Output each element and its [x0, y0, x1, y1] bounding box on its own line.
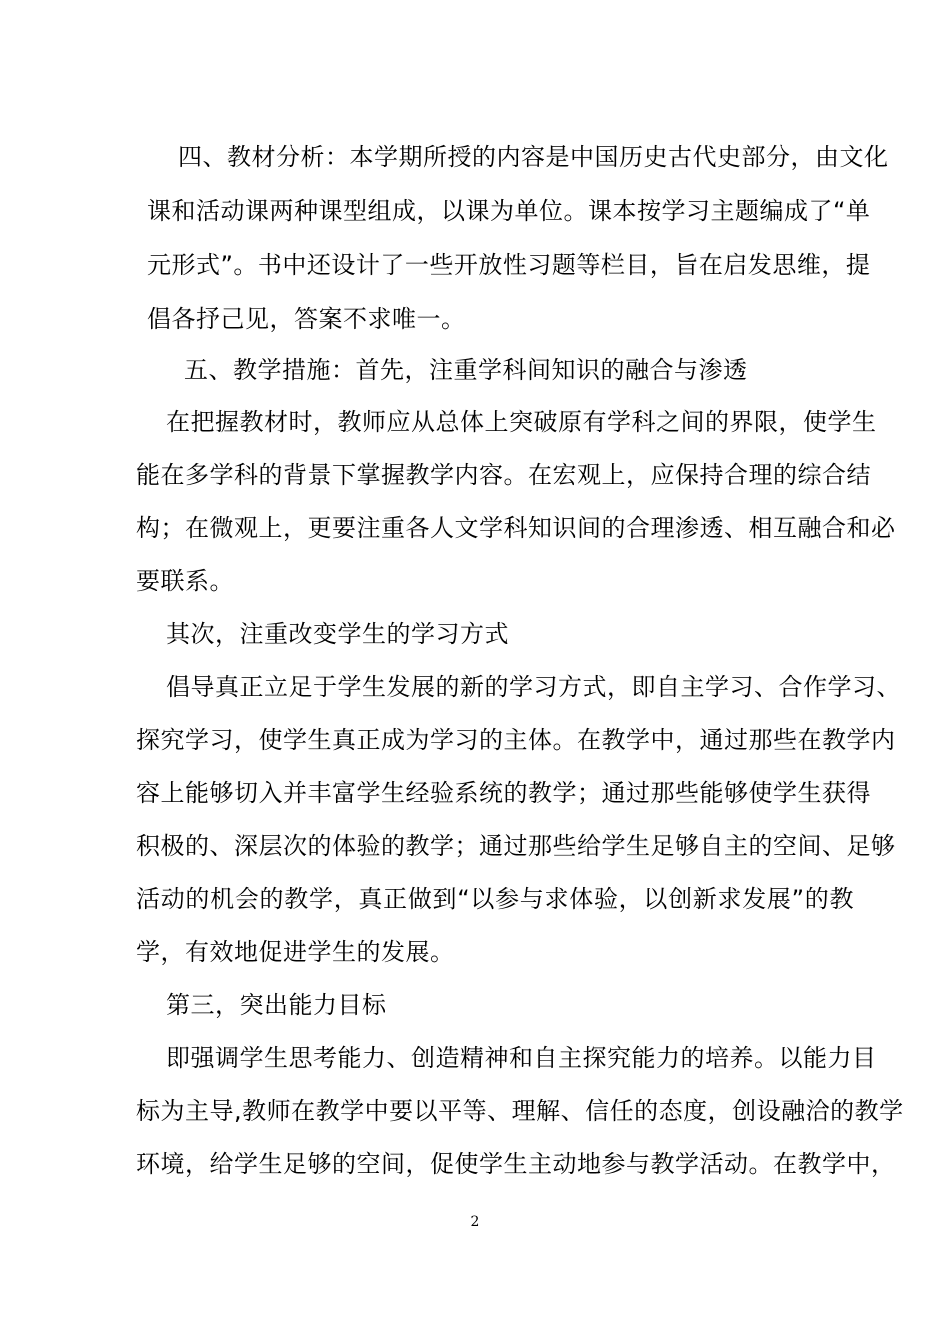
text-line: 容上能够切入并丰富学生经验系统的教学；通过那些能够使学生获得	[136, 779, 871, 807]
text-line: 即强调学生思考能力、创造精神和自主探究能力的培养。以能力目	[166, 1044, 877, 1072]
section-heading: 第三，突出能力目标	[166, 991, 387, 1019]
text-line: 要联系。	[136, 567, 234, 595]
text-line: 倡各抒己见，答案不求唯一。	[147, 305, 466, 333]
section-heading: 其次，注重改变学生的学习方式	[166, 620, 509, 648]
text-line: 活动的机会的教学，真正做到“以参与求体验，以创新求发展”的教	[136, 885, 854, 913]
text-line: 元形式”。书中还设计了一些开放性习题等栏目，旨在启发思维，提	[147, 251, 871, 279]
text-line: 标为主导,教师在教学中要以平等、理解、信任的态度，创设融洽的教学	[136, 1097, 904, 1125]
text-line: 环境，给学生足够的空间，促使学生主动地参与教学活动。在教学中，	[136, 1150, 896, 1178]
text-line: 倡导真正立足于学生发展的新的学习方式，即自主学习、合作学习、	[166, 673, 901, 701]
text-line: 能在多学科的背景下掌握教学内容。在宏观上，应保持合理的综合结	[136, 461, 871, 489]
text-line: 积极的、深层次的体验的教学；通过那些给学生足够自主的空间、足够	[136, 832, 896, 860]
text-line: 构；在微观上，更要注重各人文学科知识间的合理渗透、相互融合和必	[136, 514, 896, 542]
text-line: 四、教材分析：本学期所授的内容是中国历史古代史部分，由文化	[178, 143, 889, 171]
section-heading: 五、教学措施：首先，注重学科间知识的融合与渗透	[184, 356, 748, 384]
page-number: 2	[470, 1214, 480, 1230]
text-line: 在把握教材时，教师应从总体上突破原有学科之间的界限，使学生	[166, 408, 877, 436]
text-line: 课和活动课两种课型组成，以课为单位。课本按学习主题编成了“单	[147, 197, 871, 225]
text-line: 学，有效地促进学生的发展。	[136, 938, 455, 966]
text-line: 探究学习，使学生真正成为学习的主体。在教学中，通过那些在教学内	[136, 726, 896, 754]
